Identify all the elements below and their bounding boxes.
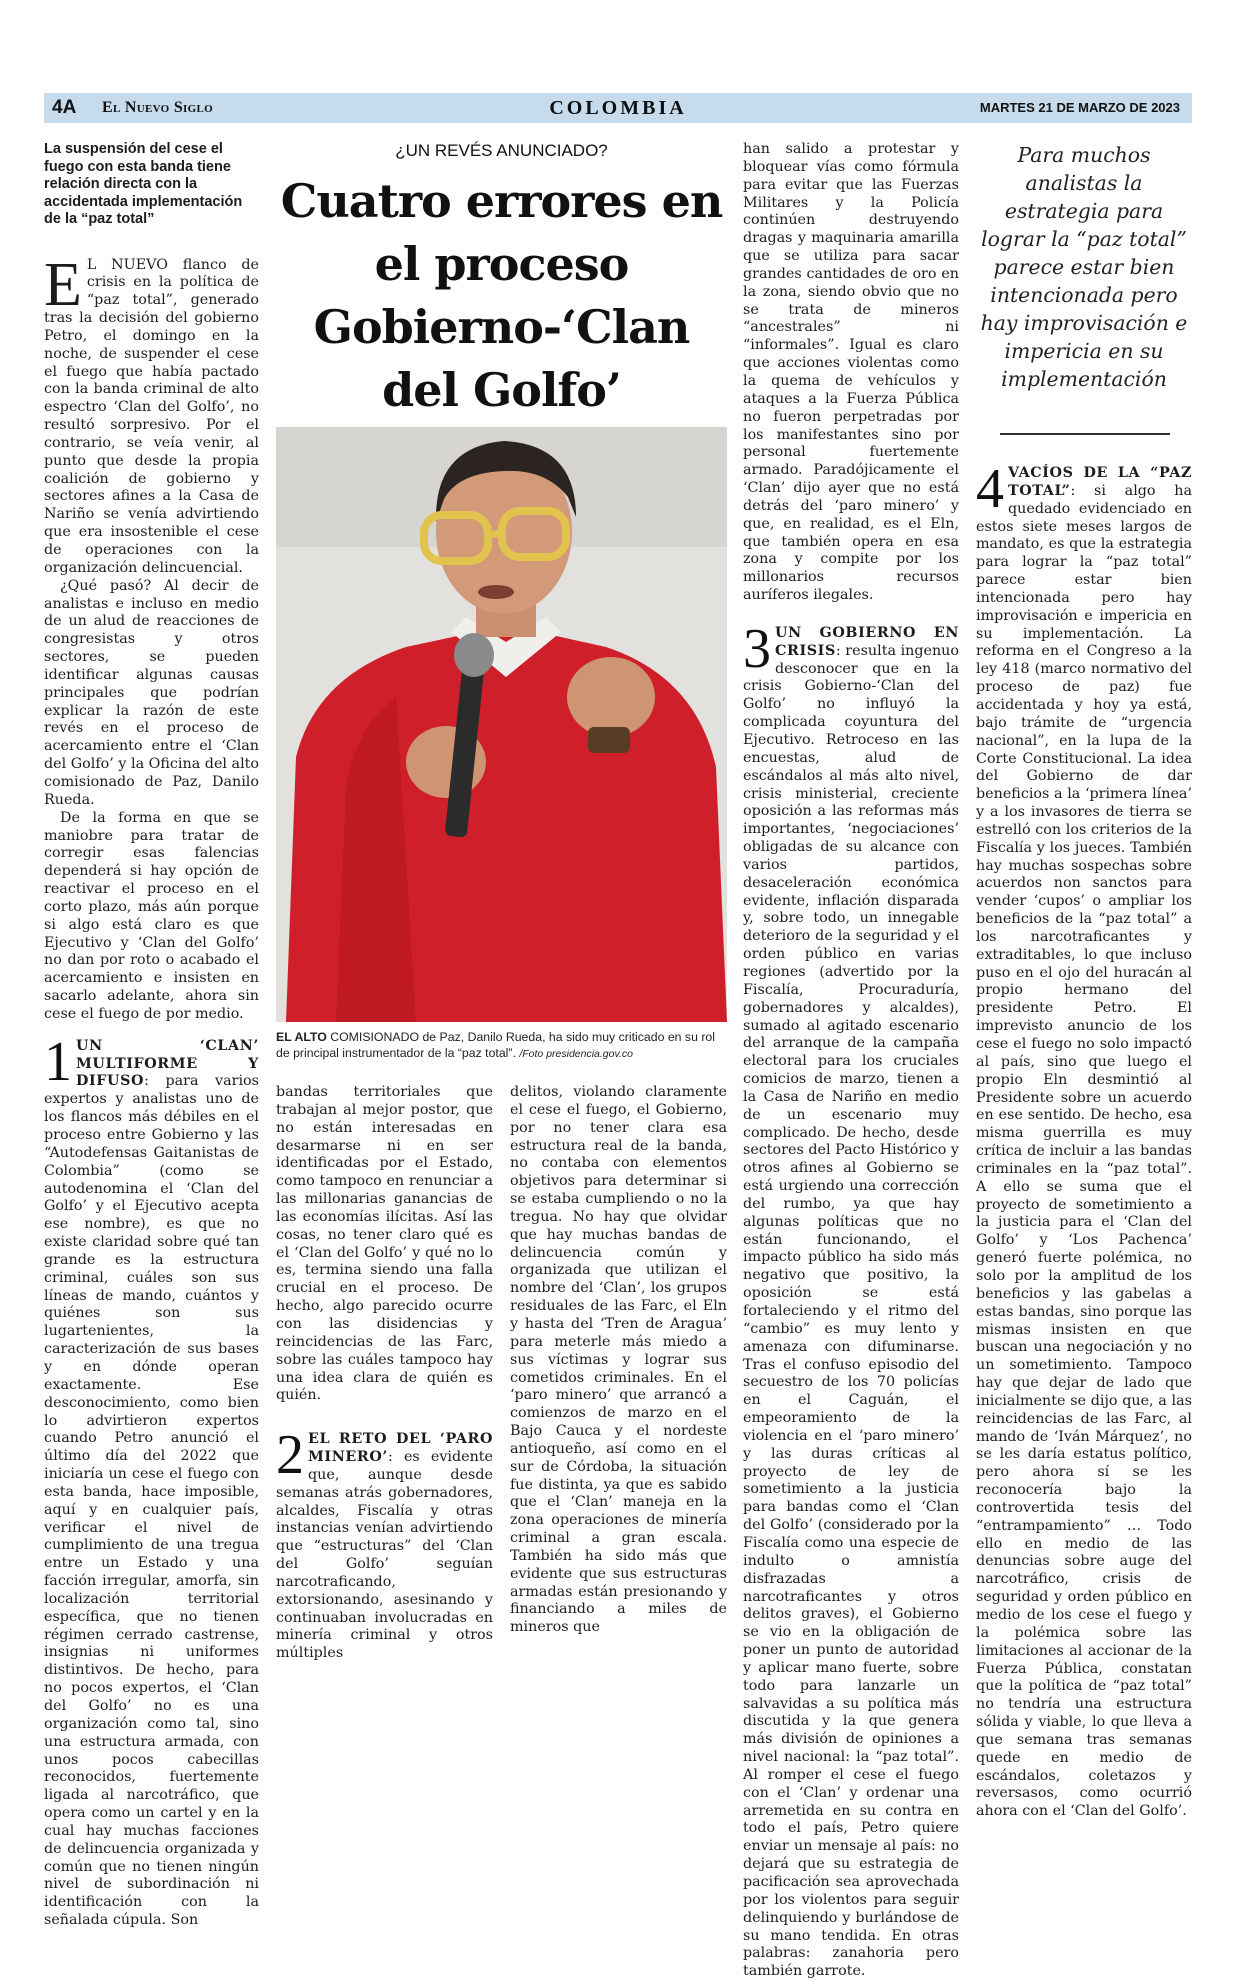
column-3 — [510, 1084, 727, 1637]
intro-paragraph-1-text: flanco de crisis en la política de “paz total”, generado tras la decisión del gobierno Petro, el domingo en la noche, de suspender el cese el fuego que había pactado con la banda criminal de alto espectro ‘Clan del Golfo’, no resultó sorpresivo. Por el contrario, se veía venir, al punto que desde la propia coalición de gobierno y sectores afines a la Casa de Nariño se venía advirtiendo que era insostenible el cese de operaciones con la organización delincuencial. — [44, 256, 259, 576]
article-photo — [276, 427, 727, 1022]
caption-bold: EL ALTO — [276, 1030, 327, 1044]
section-2-continued: delitos, violando claramente el cese el fuego, el Gobierno, por no tener clara esa estructura real de la banda, no contaba con elementos objetivos para determinar si se estaba cumpliendo o no la tregua. No hay que olvidar que hay muchas bandas de delincuencia común y organizada que utilizan el nombre del ‘Clan’, los grupos residuales de las Farc, el Eln y hasta del ‘Tren de Aragua’ para meterle más miedo a sus víctimas y lograr sus cometidos criminales. En el ‘paro minero’ que arrancó a comienzos de marzo en el Bajo Cauca y el nordeste antioqueño, así como en el sur de Córdoba, la situación fue distinta, ya que es sabido que el ‘Clan’ maneja en la zona operaciones de minería criminal a gran escala. También ha sido más que evidente que sus estructuras armadas están presionando y financiando a miles de mineros que — [510, 1084, 727, 1636]
page-number: 4A — [52, 97, 77, 118]
column-1 — [44, 141, 259, 1930]
caption-text: COMISIONADO de Paz, Danilo Rueda, ha sido muy criticado en su rol de principal instrumentador de la “paz total”. — [276, 1030, 715, 1060]
section-2-text: : es evidente que, aunque desde semanas atrás gobernadores, alcaldes, Fiscalía y otras instancias venían advirtiendo que “estructuras” del ‘Clan del Golfo’ seguían narcotraficando, extorsionando, asesinando y continuaban involucradas en minería criminal y otros múltiples — [276, 1449, 493, 1662]
intro-paragraph-3: De la forma en que se maniobre para tratar de corregir esas falencias dependerá si hay opción de reactivar el proceso en el corto plazo, más aún porque si algo está claro es que Ejecutivo y ‘Clan del Golfo’ no dan por roto o acabado el acercamiento e insisten en sacarlo adelante, ahora sin cese el fuego de por medio. — [44, 809, 259, 1022]
issue-date: MARTES 21 DE MARZO DE 2023 — [979, 100, 1180, 115]
intro-lead-words: L NUEVO — [86, 256, 168, 273]
section-1-continued: bandas territoriales que trabajan al mejor postor, que no están interesadas en desarmarse ni en ser identificadas por el Estado, como tampoco en renunciar a las millonarias ganancias de las economías ilícitas. Así las cosas, no tener claro qué es el ‘Clan del Golfo’ y qué no lo es, termina siendo una falla crucial en el proceso. De hecho, algo parecido ocurre con las disidencias y reincidencias de las Farc, sobre las cuáles tampoco hay una idea clara de quién es quién. — [276, 1084, 493, 1404]
intro-paragraph-1 — [44, 250, 259, 578]
section-1-number: 1 — [44, 1030, 72, 1093]
section-3-number: 3 — [743, 617, 771, 680]
section-1-title: UN ‘CLAN’ MULTIFORME Y DIFUSO — [76, 1037, 259, 1090]
photo-caption — [276, 1029, 727, 1062]
article-lead: La suspensión del cese el fuego con esta banda tiene relación directa con la accidentada implementación de la “paz total” — [44, 141, 243, 227]
column-2 — [276, 1084, 493, 1663]
column-5 — [976, 458, 1192, 1821]
section-2-number: 2 — [276, 1424, 304, 1487]
section-1-text: : para varios expertos y analistas uno de los flancos más débiles en el proceso entre Gobierno y las “Autodefensas Gaitanistas de Colombia” (como se autodenomina el ‘Clan del Golfo’ y el Ejecutivo acepta ese nombre), es que no existe claridad sobre qué tan grande es la estructura criminal, cuáles son sus líneas de mando, cuántos y quiénes son sus lugartenientes, la caracterización de sus bases y en dónde operan exactamente. Ese desconocimiento, como bien lo advirtieron expertos cuando Petro anunció el último día del 2022 que iniciaría un cese el fuego con esta banda, hace imposible, aquí y en cualquier país, verificar el nivel de cumplimiento de una tregua entre un Estado y una facción irregular, amorfa, sin localización territorial específica, que no tienen régimen cerrado castrense, insignias ni uniformes distintivos. De hecho, para no pocos expertos, el ‘Clan del Golfo’ no es una organización como tal, sino una estructura armada, con unos pocos cabecillas reconocidos, fuertemente ligada al narcotráfico, que opera como un cartel y en la cual hay muchas facciones de delincuencia organizada y común que no tienen ningún nivel de subordinación ni identificación con la señalada cúpula. Son — [44, 1073, 259, 1929]
section-2-start — [276, 1424, 493, 1663]
section-4-number: 4 — [976, 458, 1004, 520]
section-title: COLOMBIA — [549, 97, 687, 119]
page-header — [44, 93, 1192, 123]
section-1-start — [44, 1030, 259, 1930]
photo-illustration — [276, 427, 727, 1022]
section-2-title: EL RETO DEL ‘PARO MINERO’ — [308, 1431, 493, 1466]
article-headline: Cuatro errores en el proceso Gobierno-‘Clan del Golfo’ — [280, 174, 723, 417]
drop-cap: E — [44, 250, 82, 319]
column-4 — [743, 141, 959, 1981]
newspaper-name: El Nuevo Siglo — [102, 99, 213, 116]
section-4-start — [976, 458, 1192, 1821]
section-3-start — [743, 617, 959, 1981]
pull-quote-rule — [1000, 433, 1170, 435]
article-kicker: ¿UN REVÉS ANUNCIADO? — [395, 141, 608, 160]
photo-credit: /Foto presidencia.gov.co — [519, 1048, 633, 1060]
section-3-title: UN GOBIERNO EN CRISIS — [775, 624, 959, 659]
intro-paragraph-2: ¿Qué pasó? Al decir de analistas e incluso en medio de un alud de reacciones de congresistas y otros sectores, se pueden identificar algunas causas principales que podrían explicar la razón de este revés en el proceso de acercamiento entre el ‘Clan del Golfo’ y la Oficina del alto comisionado de Paz, Danilo Rueda. — [44, 577, 259, 808]
section-2-continued-2: han salido a protestar y bloquear vías como fórmula para evitar que las Fuerzas Militares y la Policía continúen destruyendo dragas y maquinaria amarilla que se utiliza para sacar grandes cantidades de oro en la zona, siendo obvio que no se trata de mineros “ancestrales” ni “informales”. Igual es claro que acciones violentas como la quema de vehículos y ataques a la Fuerza Pública no fueron perpetradas por los manifestantes sino por personal fuertemente armado. Paradójicamente el ‘Clan’ dijo ayer que no está detrás del ‘paro minero’ y que, en realidad, es el Eln, que también opera en esa zona y compite por los millonarios recursos auríferos ilegales. — [743, 141, 959, 604]
section-4-title: VACÍOS DE LA “PAZ TOTAL” — [1008, 465, 1192, 499]
section-4-text: : si algo ha quedado evidenciado en estos siete meses largos de mandato, es que la estrategia para lograr la “paz total” parece estar bien intencionada pero hay improvisación e impericia en su implementación. La reforma en el Congreso a la ley 418 (marco normativo del proceso de paz) fue accidentada y hoy ya está, bajo trámite de “urgencia nacional”, en la lupa de la Corte Constitucional. La idea del Gobierno de dar beneficios a la ‘primera línea’ y a los invasores de tierra se estrelló con los criterios de la Fiscalía y los jueces. También hay muchas sospechas sobre acuerdos non sanctos para vender ‘cupos’ o ampliar los beneficios de la “paz total” a los narcotraficantes y extraditables, lo que incluso puso en el ojo del huracán al propio hermano del presidente Petro. El imprevisto anuncio de los cese el fuego no solo impactó al país, sino que luego el propio Eln desmintió al Presidente sobre un acuerdo en ese sentido. De hecho, esa misma guerrilla es muy crítica de incluir a las bandas criminales en la “paz total”. A ello se suma que el proyecto de sometimiento a la justicia para el ‘Clan del Golfo’ y ‘Los Pachenca’ generó fuerte polémica, no solo por la amplitud de los beneficios y las gabelas a estas bandas, sino porque las mismas insisten en que buscan una negociación y no un sometimiento. Tampoco hay que dejar de lado que inicialmente se dijo que, a las reincidencias de las Farc, al mando de ‘Iván Márquez’, no se les daría estatus político, pero ahora sí se les reconocería bajo la controvertida tesis del “entrampamiento” … Todo ello en medio de las denuncias sobre auge del narcotráfico, crisis de seguridad y orden público en medio de los cese el fuego y la polémica sobre las limitaciones al accionar de la Fuerza Pública, constatan que la política de “paz total” no tendría una estructura sólida y viable, lo que lleva a que semana tras semanas quede en medio de escándalos, coletazos y reversasos, como ocurrió ahora con el ‘Clan del Golfo’. — [976, 482, 1192, 1820]
section-3-text: : resulta ingenuo desconocer que en la crisis Gobierno-‘Clan del Golfo’ no influyó la complicada coyuntura del Ejecutivo. Retroceso en las encuestas, alud de escándalos al más alto nivel, crisis ministerial, creciente oposición a las reformas más importantes, ‘negociaciones’ obligadas de su alcance con varios partidos, desaceleración económica evidente, inflación disparada y, sobre todo, un innegable deterioro de la seguridad y el orden público en varias regiones (advertido por la Fiscalía, Procuraduría, gobernadores y alcaldes), sumado al agitado escenario del arranque de la campaña electoral para los cruciales comicios de marzo, tienen a la Casa de Nariño en medio de un escenario muy complicado. De hecho, desde sectores del Pacto Histórico y otros afines al Gobierno se está urgiendo una corrección del rumbo, ya que hay algunas políticas que no están funcionando, el impacto público ha sido más negativo que positivo, la oposición se está fortaleciendo y el ritmo del “cambio” es muy lento y amenaza con difuminarse. Tras el confuso episodio del secuestro de los 70 policías en el Caguán, el empeoramiento de la violencia en el ‘paro minero’ y las duras críticas al proyecto de ley de sometimiento a la justicia para bandas como el ‘Clan del Golfo’ (considerado por la Fiscalía como una especie de indulto o amnistía disfrazadas a narcotraficantes y otros delitos graves), el Gobierno se vio en la obligación de poner un punto de autoridad y aplicar mano fuerte, sobre todo para lanzarle un salvavidas a su política más discutida y la que genera más división de opiniones a nivel nacional: la “paz total”. Al romper el cese el fuego con el ‘Clan’ y ordenar una arremetida en su contra en todo el país, Petro quiere enviar un mensaje al país: no dejará que su estrategia de pacificación sea aprovechada por los violentos para seguir delinquiendo y burlándose de su mano tendida. En otras palabras: zanahoria pero también garrote. — [743, 642, 959, 1980]
pull-quote: Para muchos analistas la estrategia para lograr la “paz total” parece estar bien intencionada pero hay improvisación e impericia en su implementación — [980, 143, 1188, 391]
